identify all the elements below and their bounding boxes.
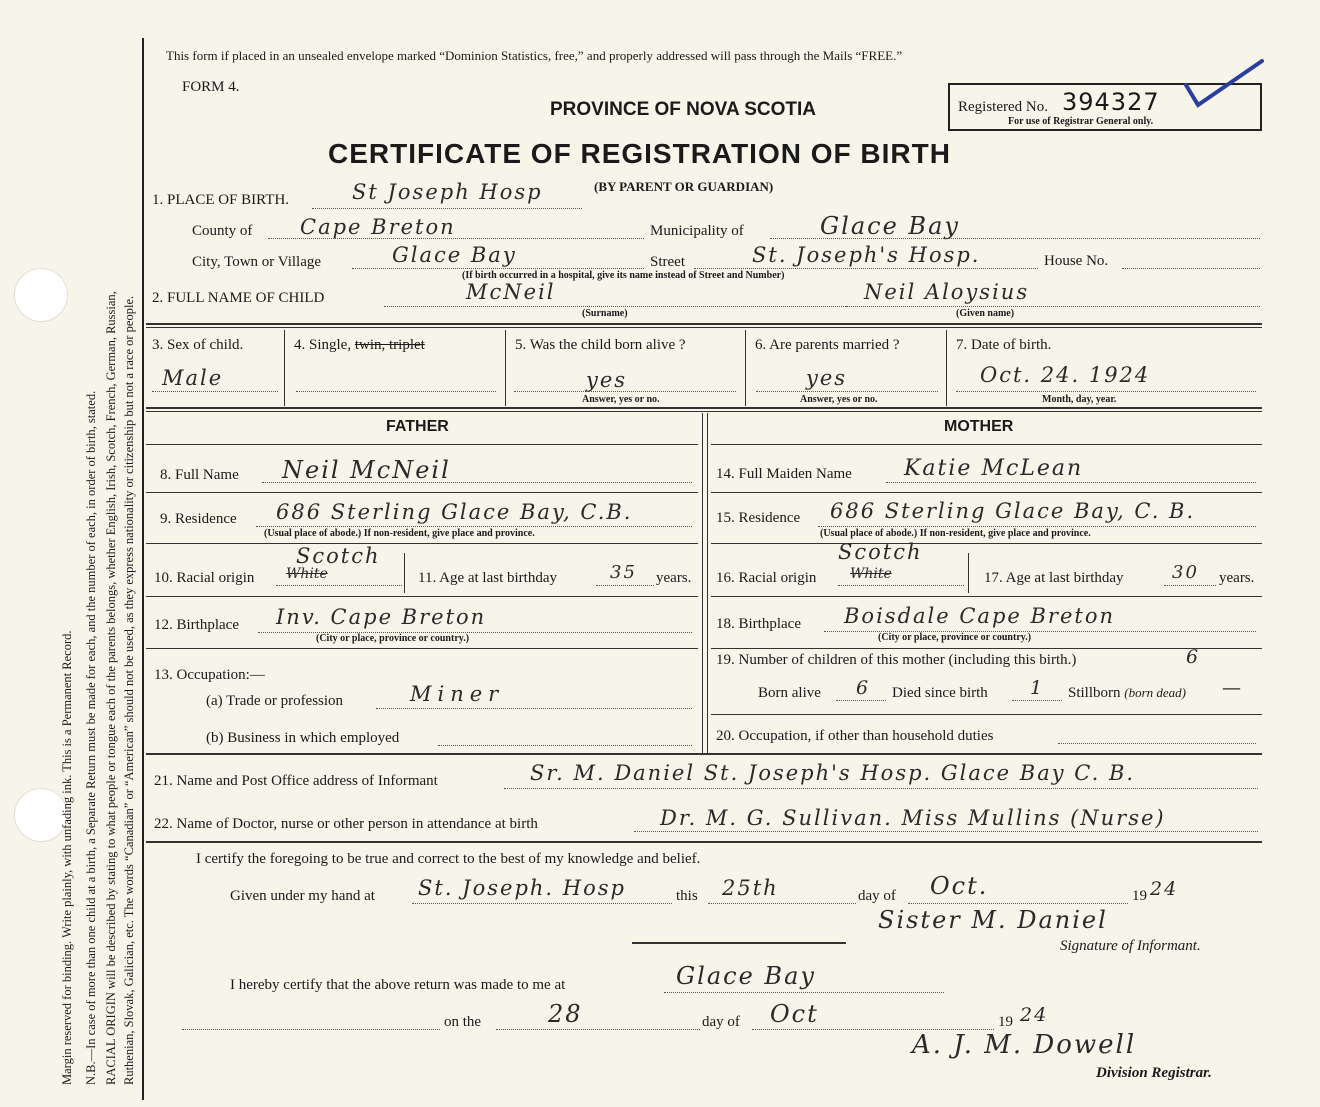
single-label bbox=[294, 337, 425, 354]
given-under-label: Given under my hand at bbox=[230, 888, 375, 904]
dob-value: Oct. 24. 1924 bbox=[980, 363, 1151, 387]
father-residence-value: 686 Sterling Glace Bay, C.B. bbox=[276, 500, 633, 524]
father-residence-note: (Usual place of abode.) If non-resident, give place and province. bbox=[264, 528, 535, 539]
father-residence-label: 9. Residence bbox=[160, 511, 237, 527]
single-label-text: 4. Single, bbox=[294, 337, 352, 353]
child-given-name: Neil Aloysius bbox=[864, 280, 1030, 304]
informant-label: 21. Name and Post Office address of Informant bbox=[154, 773, 438, 789]
father-header: FATHER bbox=[386, 418, 449, 435]
city-value: Glace Bay bbox=[392, 243, 517, 267]
mother-residence-note: (Usual place of abode.) If non-resident, give place and province. bbox=[820, 528, 1091, 539]
margin-note-1: Margin reserved for binding. Write plainly, with unfading ink. This is a Permanent Record. bbox=[60, 630, 74, 1085]
mother-residence-label: 15. Residence bbox=[716, 510, 801, 526]
certify-day-of-label: day of bbox=[858, 888, 896, 904]
certify-day-value: 25th bbox=[722, 876, 779, 900]
mother-birthplace-note: (City or place, province or country.) bbox=[878, 632, 1032, 643]
mother-racial-value: Scotch bbox=[838, 540, 923, 564]
stillborn-value: — bbox=[1222, 677, 1243, 699]
father-age-value: 35 bbox=[610, 562, 637, 583]
father-racial-value: Scotch bbox=[296, 544, 381, 568]
place-of-birth-value: St Joseph Hosp bbox=[352, 180, 543, 204]
doctor-label: 22. Name of Doctor, nurse or other person in attendance at birth bbox=[154, 816, 538, 832]
father-racial-label: 10. Racial origin bbox=[154, 570, 255, 586]
mother-birthplace-label: 18. Birthplace bbox=[716, 616, 801, 632]
registrar-month-value: Oct bbox=[770, 1000, 819, 1028]
stillborn-label-text: Stillborn bbox=[1068, 685, 1121, 701]
registrar-place-value: Glace Bay bbox=[676, 962, 816, 990]
stillborn-note: (born dead) bbox=[1124, 685, 1187, 700]
registration-number: 394327 bbox=[1062, 88, 1160, 116]
informant-signature-label: Signature of Informant. bbox=[1060, 938, 1201, 954]
mother-age-value: 30 bbox=[1172, 562, 1199, 583]
certify-statement: I certify the foregoing to be true and correct to the best of my knowledge and belief. bbox=[196, 851, 701, 867]
sex-label: 3. Sex of child. bbox=[152, 337, 244, 353]
municipality-value: Glace Bay bbox=[820, 212, 960, 240]
children-count-label: 19. Number of children of this mother (including this birth.) bbox=[716, 652, 1077, 668]
hospital-note: (If birth occurred in a hospital, give its name instead of Street and Number) bbox=[462, 270, 785, 281]
informant-value: Sr. M. Daniel St. Joseph's Hosp. Glace Bay C. B. bbox=[530, 761, 1136, 785]
municipality-label: Municipality of bbox=[650, 223, 744, 239]
born-alive-note: Answer, yes or no. bbox=[582, 394, 660, 405]
this-label: this bbox=[676, 888, 698, 904]
father-years-label: years. bbox=[656, 570, 692, 586]
certify-year-value: 24 bbox=[1150, 878, 1179, 900]
registrar-year-prefix: 19 bbox=[998, 1014, 1013, 1030]
form-number: FORM 4. bbox=[182, 79, 240, 95]
county-label: County of bbox=[192, 223, 253, 239]
mother-name-label: 14. Full Maiden Name bbox=[716, 466, 852, 482]
mother-name-value: Katie McLean bbox=[904, 456, 1084, 481]
parents-married-note: Answer, yes or no. bbox=[800, 394, 878, 405]
parents-married-value: yes bbox=[806, 366, 848, 390]
given-place-value: St. Joseph. Hosp bbox=[418, 876, 626, 900]
mother-years-label: years. bbox=[1219, 570, 1255, 586]
children-count-value: 6 bbox=[1186, 646, 1201, 668]
mother-age-label: 17. Age at last birthday bbox=[984, 570, 1124, 586]
father-name-label: 8. Full Name bbox=[160, 467, 239, 483]
father-age-label: 11. Age at last birthday bbox=[418, 570, 557, 586]
certify-year-prefix: 19 bbox=[1132, 888, 1147, 904]
child-surname: McNeil bbox=[466, 280, 556, 304]
surname-note: (Surname) bbox=[582, 308, 628, 319]
registrar-on-label: on the bbox=[444, 1014, 482, 1030]
dob-note: Month, day, year. bbox=[1042, 394, 1117, 405]
by-parent-note: (BY PARENT OR GUARDIAN) bbox=[594, 179, 774, 194]
postal-notice: This form if placed in an unsealed envelope marked “Dominion Statistics, free,” and properly addressed will pass through the Mails “FREE.” bbox=[166, 48, 903, 63]
city-label: City, Town or Village bbox=[192, 254, 322, 270]
occupation-label: 13. Occupation:— bbox=[154, 667, 265, 683]
given-name-note: (Given name) bbox=[956, 308, 1015, 319]
binding-margin-line bbox=[142, 38, 144, 1100]
margin-note-4: Ruthenian, Slovak, Galician, etc. The words “Canadian” or “American” should not be used, as they express nationality or citizenship but not a race or people. bbox=[122, 295, 136, 1085]
stillborn-label bbox=[1068, 685, 1186, 702]
born-alive-value: yes bbox=[586, 368, 628, 392]
father-name-value: Neil McNeil bbox=[282, 456, 451, 484]
doctor-value: Dr. M. G. Sullivan. Miss Mullins (Nurse) bbox=[660, 806, 1166, 830]
punch-hole-top bbox=[14, 268, 68, 322]
registration-note: For use of Registrar General only. bbox=[1008, 116, 1154, 127]
certificate-title: CERTIFICATE OF REGISTRATION OF BIRTH bbox=[328, 138, 951, 169]
mother-header: MOTHER bbox=[944, 418, 1014, 435]
born-alive-count-value: 6 bbox=[856, 677, 871, 699]
trade-label: (a) Trade or profession bbox=[206, 693, 344, 709]
street-label: Street bbox=[650, 254, 685, 270]
registrar-year-value: 24 bbox=[1020, 1004, 1049, 1026]
informant-signature: Sister M. Daniel bbox=[878, 906, 1108, 934]
father-racial-struck: White bbox=[286, 566, 328, 582]
mother-racial-label: 16. Racial origin bbox=[716, 570, 817, 586]
born-alive-count-label: Born alive bbox=[758, 685, 821, 701]
mother-residence-value: 686 Sterling Glace Bay, C. B. bbox=[830, 499, 1196, 523]
margin-note-2: N.B.—In case of more than one child at a birth, a Separate Return must be made for each, and the number of each, in order of birth, stated. bbox=[84, 390, 98, 1085]
parents-married-label: 6. Are parents married ? bbox=[755, 337, 900, 353]
business-label: (b) Business in which employed bbox=[206, 730, 400, 746]
child-name-label: 2. FULL NAME OF CHILD bbox=[152, 290, 325, 306]
father-birthplace-label: 12. Birthplace bbox=[154, 617, 239, 633]
father-birthplace-value: Inv. Cape Breton bbox=[276, 605, 487, 629]
checkmark-icon bbox=[1180, 55, 1270, 115]
registrar-statement: I hereby certify that the above return was made to me at bbox=[230, 977, 566, 993]
mother-racial-struck: White bbox=[850, 566, 892, 582]
registrar-day-value: 28 bbox=[548, 1000, 583, 1028]
place-of-birth-label: 1. PLACE OF BIRTH. bbox=[152, 192, 290, 208]
mother-occupation-label: 20. Occupation, if other than household duties bbox=[716, 728, 994, 744]
sex-value: Male bbox=[162, 366, 224, 390]
twin-triplet-struck: twin, triplet bbox=[354, 337, 425, 353]
dob-label: 7. Date of birth. bbox=[956, 337, 1052, 353]
registrar-signature: A. J. M. Dowell bbox=[912, 1030, 1137, 1060]
born-alive-label: 5. Was the child born alive ? bbox=[515, 337, 686, 353]
margin-note-3: RACIAL ORIGIN will be described by stating to what people or tongue each of the parents belongs, whether English, Irish, Scotch, French, German, Russian, bbox=[104, 291, 118, 1085]
father-birthplace-note: (City or place, province or country.) bbox=[316, 633, 470, 644]
registrar-day-of-label: day of bbox=[702, 1014, 740, 1030]
registrar-signature-label: Division Registrar. bbox=[1096, 1065, 1212, 1081]
house-no-label: House No. bbox=[1044, 253, 1109, 269]
died-since-birth-label: Died since birth bbox=[892, 685, 988, 701]
county-value: Cape Breton bbox=[300, 215, 456, 239]
street-value: St. Joseph's Hosp. bbox=[752, 243, 981, 267]
registration-label: Registered No. bbox=[958, 99, 1048, 115]
certify-month-value: Oct. bbox=[930, 872, 989, 900]
mother-birthplace-value: Boisdale Cape Breton bbox=[844, 604, 1115, 628]
province-heading: PROVINCE OF NOVA SCOTIA bbox=[550, 99, 817, 120]
trade-value: Miner bbox=[410, 682, 505, 706]
died-since-birth-value: 1 bbox=[1030, 677, 1045, 699]
